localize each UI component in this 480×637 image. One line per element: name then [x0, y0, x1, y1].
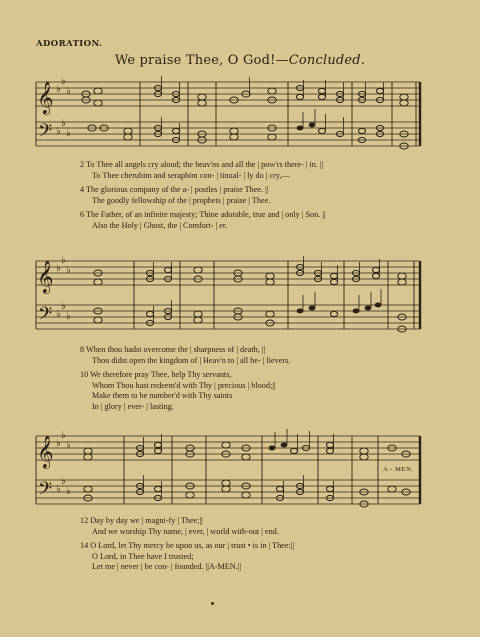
- treble-clef-icon: 𝄞: [37, 81, 54, 114]
- svg-text:♭: ♭: [66, 86, 71, 97]
- bass-clef-icon: 𝄢: [38, 479, 53, 504]
- verse-line: 14 O Lord, let Thy mercy be upon us, as our | trust • is in | Thee:||: [80, 541, 295, 551]
- svg-text:♭: ♭: [66, 265, 71, 276]
- running-head: ADORATION.: [36, 39, 103, 49]
- music-system-1: [0, 74, 480, 164]
- svg-text:♭: ♭: [66, 128, 71, 139]
- treble-clef-icon: 𝄞: [37, 435, 54, 468]
- verse-line: Also the Holy | Ghost, the | Comfort- | er.: [92, 220, 228, 230]
- verse-line: And we worship Thy name, | ever, | world with-out | end.: [92, 526, 279, 536]
- svg-text:♭: ♭: [61, 476, 66, 487]
- key-signature: [56, 255, 71, 322]
- verse-line: 6 The Father, of an infinite majesty; Thine adorable, true and | only | Son. ||: [80, 210, 326, 220]
- verse-line: Whom Thou hast redeem'd with Thy | precious | blood;||: [92, 380, 276, 390]
- verse-line: In | glory | ever- | lasting.: [92, 401, 174, 411]
- svg-text:♭: ♭: [56, 309, 61, 320]
- svg-text:♭: ♭: [66, 311, 71, 322]
- svg-text:♭: ♭: [66, 486, 71, 497]
- verse-line: 12 Day by day we | magni-fy | Thee;||: [80, 516, 203, 525]
- notes-system-1: [82, 76, 408, 149]
- svg-text:♭: ♭: [61, 255, 66, 266]
- verse-line: Thou didst open the kingdom of | Heav'n to | all be- | lievers.: [92, 355, 291, 365]
- verses-block-3: [80, 516, 294, 573]
- bass-staff: [36, 305, 420, 329]
- key-signature: [56, 76, 71, 139]
- verse-line: Make them to be number'd with Thy saints: [92, 391, 233, 401]
- verses-block-1: [80, 160, 326, 232]
- svg-text:♭: ♭: [61, 76, 66, 87]
- verse-line: To Thee cherubim and seraphim con- | tinual- | ly do | cry,—: [92, 170, 290, 180]
- notes-system-2: [94, 256, 406, 332]
- svg-text:♭: ♭: [56, 438, 61, 449]
- verses-block-2: [80, 345, 290, 413]
- svg-text:♭: ♭: [66, 440, 71, 451]
- svg-text:♭: ♭: [61, 118, 66, 129]
- svg-text:♭: ♭: [56, 263, 61, 274]
- verse-line: 4 The glorious company of the a- | postles | praise Thee. ||: [80, 185, 269, 195]
- title-concluded: Concluded.: [288, 53, 366, 68]
- verse-line: Let me | never | be con- | founded. ||A-MEN.||: [92, 562, 242, 572]
- hymn-title: [0, 53, 480, 68]
- svg-text:♭: ♭: [61, 430, 66, 441]
- verse-line: 8 When thou hadst overcome the | sharpness of | death, ||: [80, 345, 266, 354]
- amen-label: A - MEN.: [383, 466, 414, 473]
- verse-line: The goodly fellowship of the | prophets | praise | Thee.: [92, 195, 271, 205]
- treble-clef-icon: 𝄞: [37, 260, 54, 293]
- verse-line: O Lord, in Thee have I trusted;: [92, 551, 194, 561]
- svg-text:♭: ♭: [56, 84, 61, 95]
- page-dot: [211, 602, 214, 605]
- verse-line: 10 We therefore pray Thee, help Thy servants,: [80, 370, 232, 380]
- verse-line: 2 To Thee all angels cry aloud; the heav'ns and all the | pow'rs there- | in. ||: [80, 160, 324, 169]
- notes-system-3: [84, 429, 410, 507]
- title-main: We praise Thee, O God!—: [114, 53, 289, 68]
- music-system-3: [0, 428, 480, 520]
- bass-clef-icon: 𝄢: [38, 121, 53, 146]
- svg-text:♭: ♭: [56, 126, 61, 137]
- music-system-2: [0, 253, 480, 343]
- key-signature: [56, 430, 71, 497]
- bass-clef-icon: 𝄢: [38, 304, 53, 329]
- svg-text:♭: ♭: [56, 484, 61, 495]
- svg-text:♭: ♭: [61, 301, 66, 312]
